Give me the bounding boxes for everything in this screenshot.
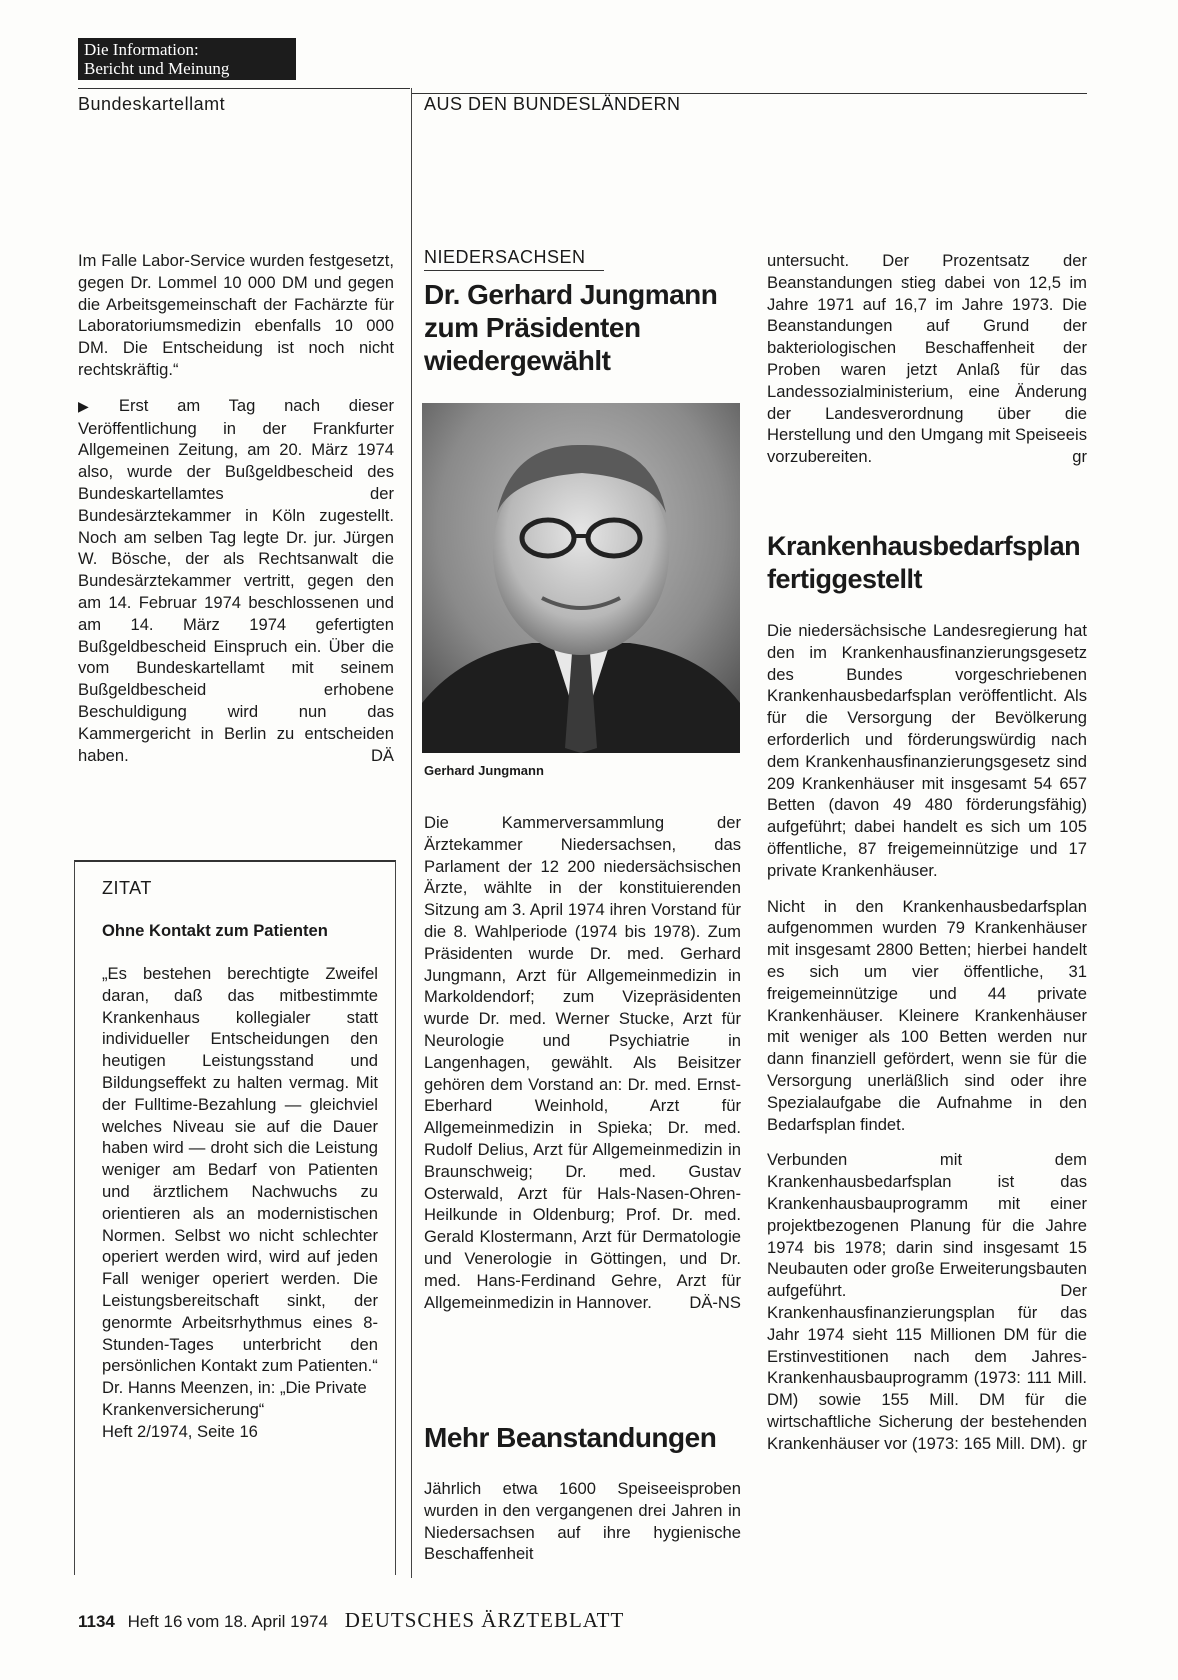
article-body-2 <box>424 1478 741 1565</box>
right-paragraph-3: Nicht in den Krankenhausbedarfsplan aufgenommen wurden 79 Krankenhäuser mit insgesamt 2800 Betten; hierbei handelt es sich um vier öffentliche, 31 freigemeinnützige und 44 private Krankenhäuser. Kleinere Krankenhäuser mit weniger als 100 Betten werden nur dann finanziell gefördert, wenn sie für die Versorgung unerläßlich sind oder ihre Spezialaufgabe die Aufnahme in den Bedarfsplan findet. <box>767 896 1087 1134</box>
right-paragraph-2: Die niedersächsische Landesregierung hat den im Krankenhausfinanzierungsgesetz des Bundes vorgeschriebenen Krankenhausbedarfsplan veröffentlicht. Als für die Versorgung der Bevölkerung erforderlich und förderungswürdig nach dem Krankenhausfinanzierungsgesetz sind 209 Krankenhäuser mit insgesamt 54 657 Betten (davon 49 480 förderungsfähig) aufgeführt; dabei handelt es sich um 105 öffentliche, 87 freigemeinnützige und 17 private Krankenhäuser. <box>767 621 1087 880</box>
badge-line-1: Die Information: <box>84 40 199 59</box>
quote-box <box>102 878 378 1443</box>
quote-label: ZITAT <box>102 878 152 898</box>
left-signature: DÄ <box>370 745 394 765</box>
region-label: NIEDERSACHSEN <box>424 247 586 267</box>
left-paragraph-2 <box>78 395 394 767</box>
photo-caption: Gerhard Jungmann <box>424 763 544 778</box>
article-paragraph-text: Die Kammerversammlung der Ärztekammer Niedersachsen, das Parlament der 12 200 niedersächsischen Ärzte, wählte in der konstituierenden Sitzung am 3. April 1974 ihren Vorstand für die 8. Wahlperiode (1974 bis 1978). Zum Präsidenten wurde Dr. med. Gerhard Jungmann, Arzt für Allgemeinmedizin in Markoldendorf; zum Vizepräsidenten wurde Dr. med. Werner Stucke, Arzt für Neurologie und Psychiatrie in Langenhagen, gewählt. Als Beisitzer gehören dem Vorstand an: Dr. med. Ernst-Eberhard Weinhold, Arzt für Allgemeinmedizin in Spieka; Dr. med. Rudolf Delius, Arzt für Allgemeinmedizin in Braunschweig; Dr. med. Gustav Osterwald, Arzt für Hals-Nasen-Ohren-Heilkunde in Oldenburg; Prof. Dr. med. Gerald Klostermann, Arzt für Dermatologie und Venerologie in Göttingen, und Dr. med. Hans-Ferdinand Gehre, Arzt für Allgemeinmedizin in Hannover. <box>424 813 741 1312</box>
article-paragraph <box>424 812 741 1313</box>
quote-heading: Ohne Kontakt zum Patienten <box>102 921 328 940</box>
right-paragraph-4 <box>767 1149 1087 1454</box>
issue-info: Heft 16 vom 18. April 1974 <box>127 1612 328 1631</box>
left-paragraph-2-text: Erst am Tag nach dieser Veröffentlichung in der Frankfurter Allgemeinen Zeitung, am 20. März 1974 also, wurde der Bußgeldbescheid des Bundeskartellamtes der Bundesärztekammer in Köln zugestellt. Noch am selben Tag legte Dr. jur. Jürgen W. Bösche, der als Rechtsanwalt die Bundesärztekammer vertritt, gegen den am 14. Februar 1974 beschlossenen und am 14. März 1974 gefertigten Bußgeldbescheid Einspruch ein. Über die vom Bundeskartellamt mit seinem Bußgeldbescheid erhobene Beschuldigung wird nun das Kammergericht in Berlin zu entscheiden haben. <box>78 395 394 765</box>
article-body <box>424 812 741 1313</box>
right-paragraph-1-text: untersucht. Der Prozentsatz der Beanstandungen stieg dabei von 12,5 im Jahre 1971 auf 16,7 im Jahre 1973. Die Beanstandungen auf Grund der bakteriologischen Beschaffenheit der Proben waren jetzt Anlaß für das Landessozialministerium, eine Änderung der Landesverordnung über die Herstellung und den Umgang mit Speiseeis vorzubereiten. <box>767 251 1087 467</box>
badge-line-2: Bericht und Meinung <box>84 59 230 78</box>
right-signature-2: gr <box>1072 1433 1087 1453</box>
right-signature-1: gr <box>1072 447 1087 467</box>
right-paragraph-1 <box>767 250 1087 468</box>
page-footer <box>78 1608 624 1633</box>
section-label-left: Bundeskartellamt <box>78 94 226 114</box>
triangle-right-icon: ▶ <box>78 397 113 414</box>
article-headline: Dr. Gerhard Jungmann zum Präsidenten wiedergewählt <box>424 279 718 376</box>
article-2-paragraph: Jährlich etwa 1600 Speiseeisproben wurden in den vergangenen drei Jahren in Niedersachsen auf ihre hygienische Beschaffenheit <box>424 1479 741 1564</box>
article-headline-2: Mehr Beanstandungen <box>424 1422 717 1453</box>
header-rule-left <box>78 88 410 89</box>
column-divider <box>411 88 412 1578</box>
right-paragraph-4-text: Verbunden mit dem Krankenhausbedarfsplan ist das Krankenhausbauprogramm mit einer projektbezogenen Planung für die Jahre 1974 bis 1978; darin sind insgesamt 15 Neubauten oder große Erweiterungsbauten aufgeführt. Der Krankenhausfinanzierungsplan für das Jahr 1974 sieht 115 Millionen DM für die Erstinvestitionen nach dem Jahres-Krankenhausbauprogramm (1973: 111 Mill. DM) sowie 155 Mill. DM für die wirtschaftliche Sicherung der bestehenden Krankenhäuser vor (1973: 165 Mill. DM). <box>767 1150 1087 1453</box>
page-number: 1134 <box>78 1612 115 1631</box>
article-signature: DÄ-NS <box>689 1292 741 1312</box>
left-paragraph-1: Im Falle Labor-Service wurden festgesetzt, gegen Dr. Lommel 10 000 DM und gegen die Arbeitsgemeinschaft der Fachärzte für Laboratoriumsmedizin ebenfalls 10 000 DM. Die Entscheidung ist noch nicht rechtskräftig.“ <box>78 251 394 379</box>
quote-source-line-2: Heft 2/1974, Seite 16 <box>102 1421 258 1441</box>
region-underline <box>424 270 604 271</box>
journal-name: DEUTSCHES ÄRZTEBLATT <box>344 1608 625 1632</box>
quote-source <box>102 1377 378 1442</box>
portrait-photo <box>422 403 740 753</box>
section-label-right: AUS DEN BUNDESLÄNDERN <box>424 94 681 114</box>
left-column <box>78 250 394 766</box>
article-headline-3: Krankenhausbedarfsplan fertiggestellt <box>767 531 1081 594</box>
section-badge <box>78 38 296 80</box>
right-column <box>767 250 1087 468</box>
quote-source-line-1: Dr. Hanns Meenzen, in: „Die Private Krankenversicherung“ <box>102 1378 367 1419</box>
right-column-article <box>767 620 1087 1454</box>
quote-body: „Es bestehen berechtigte Zweifel daran, daß das mitbestimmte Krankenhaus kollegialer statt individueller Entscheidungen den heutigen Leistungsstand und Bildungseffekt zu halten vermag. Mit der Fulltime-Bezahlung — gleichviel welches Niveau sie auf die Dauer haben wird — droht sich die Leistung weniger am Bedarf von Patienten und ärztlichem Nachwuchs zu orientieren als an modernistischen Normen. Selbst wo nicht schlechter operiert werden wird, wird auf jeden Fall weniger operiert werden. Die Leistungsbereitschaft sinkt, der genormte Arbeitsrhythmus eines 8-Stunden-Tages unterbricht den persönlichen Kontakt zum Patienten.“ <box>102 964 378 1376</box>
